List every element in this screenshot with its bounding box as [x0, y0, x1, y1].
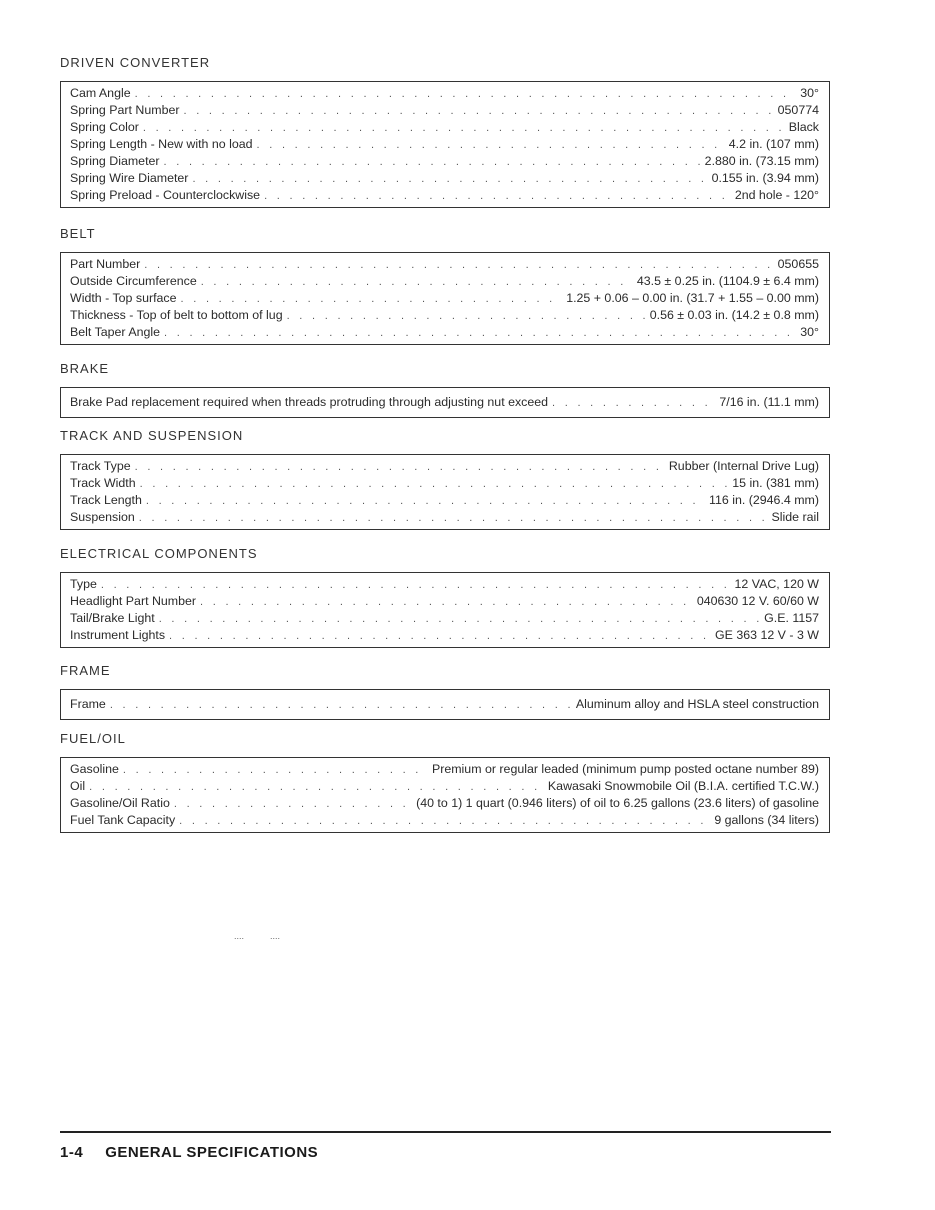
spec-value: 7/16 in. (11.1 mm): [719, 395, 819, 409]
spec-value: 116 in. (2946.4 mm): [709, 493, 819, 507]
leader-dots: [164, 325, 796, 342]
spec-value: (40 to 1) 1 quart (0.946 liters) of oil to 6.25 gallons (23.6 liters) of gasoline: [416, 796, 819, 810]
section-title-brake: BRAKE: [60, 361, 110, 376]
spec-value: 050774: [777, 103, 819, 117]
spec-value: Aluminum alloy and HSLA steel construction: [575, 697, 819, 711]
spec-label: Spring Diameter: [70, 154, 160, 168]
spec-row-headlight: [70, 593, 819, 610]
spec-label: Spring Preload - Counterclockwise: [70, 188, 261, 202]
page-number: 1-4: [60, 1144, 84, 1161]
spec-value: GE 363 12 V - 3 W: [715, 628, 819, 642]
spec-box-brake: [60, 387, 830, 418]
spec-label: Fuel Tank Capacity: [70, 813, 176, 827]
spec-label: Headlight Part Number: [70, 594, 197, 608]
spec-row-thickness: [70, 307, 819, 324]
spec-row-gasoline: [70, 761, 819, 778]
spec-label: Spring Color: [70, 120, 139, 134]
footer-title: GENERAL SPECIFICATIONS: [105, 1144, 319, 1161]
spec-value: 9 gallons (34 liters): [714, 813, 819, 827]
spec-row-belt-part-number: [70, 256, 819, 273]
leader-dots: [101, 577, 731, 594]
leader-dots: [264, 188, 731, 205]
spec-row-cam-angle: [70, 85, 819, 102]
spec-value: G.E. 1157: [764, 611, 819, 625]
spec-value: 0.155 in. (3.94 mm): [711, 171, 819, 185]
spec-value: 12 VAC, 120 W: [734, 577, 819, 591]
leader-dots: [140, 476, 729, 493]
spec-row-gasoline-oil-ratio: [70, 795, 819, 812]
leader-dots: [179, 813, 710, 830]
spec-box-fuel-oil: [60, 757, 830, 833]
section-title-frame: FRAME: [60, 663, 111, 678]
spec-value: 040630 12 V. 60/60 W: [696, 594, 819, 608]
leader-dots: [200, 594, 693, 611]
spec-box-belt: [60, 252, 830, 345]
leader-dots: [110, 697, 572, 714]
spec-label: Instrument Lights: [70, 628, 166, 642]
spec-value: 4.2 in. (107 mm): [728, 137, 819, 151]
spec-row-instrument-lights: [70, 627, 819, 644]
spec-value: 30°: [800, 86, 819, 100]
spec-row-spring-wire-diameter: [70, 170, 819, 187]
leader-dots: [169, 628, 711, 645]
scan-speck: ....: [234, 931, 245, 941]
spec-value: 050655: [777, 257, 819, 271]
leader-dots: [201, 274, 633, 291]
spec-label: Track Type: [70, 459, 131, 473]
spec-label: Belt Taper Angle: [70, 325, 161, 339]
spec-label: Spring Part Number: [70, 103, 180, 117]
spec-box-electrical: [60, 572, 830, 648]
spec-box-driven-converter: [60, 81, 830, 208]
spec-label: Outside Circumference: [70, 274, 197, 288]
section-title-track-suspension: TRACK AND SUSPENSION: [60, 428, 244, 443]
leader-dots: [123, 762, 428, 779]
spec-row-suspension: [70, 509, 819, 526]
leader-dots: [89, 779, 544, 796]
spec-value: 43.5 ± 0.25 in. (1104.9 ± 6.4 mm): [636, 274, 819, 288]
spec-value: 15 in. (381 mm): [732, 476, 819, 490]
leader-dots: [181, 291, 563, 308]
leader-dots: [192, 171, 707, 188]
section-title-belt: BELT: [60, 226, 96, 241]
leader-dots: [184, 103, 774, 120]
leader-dots: [144, 257, 773, 274]
spec-value: 30°: [800, 325, 819, 339]
spec-value: Black: [788, 120, 819, 134]
spec-value: Premium or regular leaded (minimum pump posted octane number 89): [431, 762, 819, 776]
footer-rule: [60, 1131, 831, 1133]
spec-value: Slide rail: [771, 510, 819, 524]
spec-box-track-suspension: [60, 454, 830, 530]
spec-label: Track Length: [70, 493, 142, 507]
spec-row-belt-taper-angle: [70, 324, 819, 341]
section-title-fuel-oil: FUEL/OIL: [60, 731, 126, 746]
spec-row-spring-length: [70, 136, 819, 153]
section-title-electrical: ELECTRICAL COMPONENTS: [60, 546, 258, 561]
leader-dots: [146, 493, 705, 510]
spec-label: Spring Wire Diameter: [70, 171, 189, 185]
spec-row-tail-brake-light: [70, 610, 819, 627]
leader-dots: [174, 796, 412, 813]
spec-value: 1.25 + 0.06 – 0.00 in. (31.7 + 1.55 – 0.00 mm): [566, 291, 819, 305]
spec-row-frame: [70, 696, 819, 713]
spec-label: Gasoline: [70, 762, 119, 776]
spec-value: 2.880 in. (73.15 mm): [704, 154, 819, 168]
spec-row-brake-pad: [70, 394, 819, 411]
spec-row-outside-circumference: [70, 273, 819, 290]
spec-row-track-length: [70, 492, 819, 509]
spec-label: Part Number: [70, 257, 141, 271]
spec-row-track-width: [70, 475, 819, 492]
spec-row-spring-diameter: [70, 153, 819, 170]
spec-row-spring-preload: [70, 187, 819, 204]
spec-label: Tail/Brake Light: [70, 611, 155, 625]
spec-value: 2nd hole - 120°: [734, 188, 819, 202]
spec-label: Thickness - Top of belt to bottom of lug: [70, 308, 283, 322]
spec-row-width-top-surface: [70, 290, 819, 307]
spec-label: Cam Angle: [70, 86, 131, 100]
spec-row-oil: [70, 778, 819, 795]
leader-dots: [159, 611, 760, 628]
spec-row-fuel-tank-capacity: [70, 812, 819, 829]
spec-label: Track Width: [70, 476, 136, 490]
leader-dots: [135, 86, 797, 103]
page-footer: [60, 1144, 318, 1161]
spec-row-electrical-type: [70, 576, 819, 593]
spec-label: Brake Pad replacement required when threads protruding through adjusting nut exceed: [70, 395, 549, 409]
spec-label: Oil: [70, 779, 86, 793]
spec-label: Type: [70, 577, 97, 591]
spec-box-frame: [60, 689, 830, 720]
spec-label: Suspension: [70, 510, 135, 524]
leader-dots: [143, 120, 785, 137]
leader-dots: [135, 459, 665, 476]
spec-label: Width - Top surface: [70, 291, 177, 305]
section-title-driven-converter: DRIVEN CONVERTER: [60, 55, 211, 70]
spec-value: Kawasaki Snowmobile Oil (B.I.A. certified T.C.W.): [547, 779, 819, 793]
scan-speck: ....: [270, 931, 281, 941]
leader-dots: [164, 154, 701, 171]
spec-label: Frame: [70, 697, 106, 711]
leader-dots: [139, 510, 768, 527]
leader-dots: [552, 395, 715, 412]
spec-label: Gasoline/Oil Ratio: [70, 796, 170, 810]
spec-row-spring-part-number: [70, 102, 819, 119]
spec-row-spring-color: [70, 119, 819, 136]
spec-label: Spring Length - New with no load: [70, 137, 253, 151]
spec-value: Rubber (Internal Drive Lug): [668, 459, 819, 473]
leader-dots: [287, 308, 646, 325]
spec-value: 0.56 ± 0.03 in. (14.2 ± 0.8 mm): [649, 308, 819, 322]
leader-dots: [257, 137, 725, 154]
spec-row-track-type: [70, 458, 819, 475]
